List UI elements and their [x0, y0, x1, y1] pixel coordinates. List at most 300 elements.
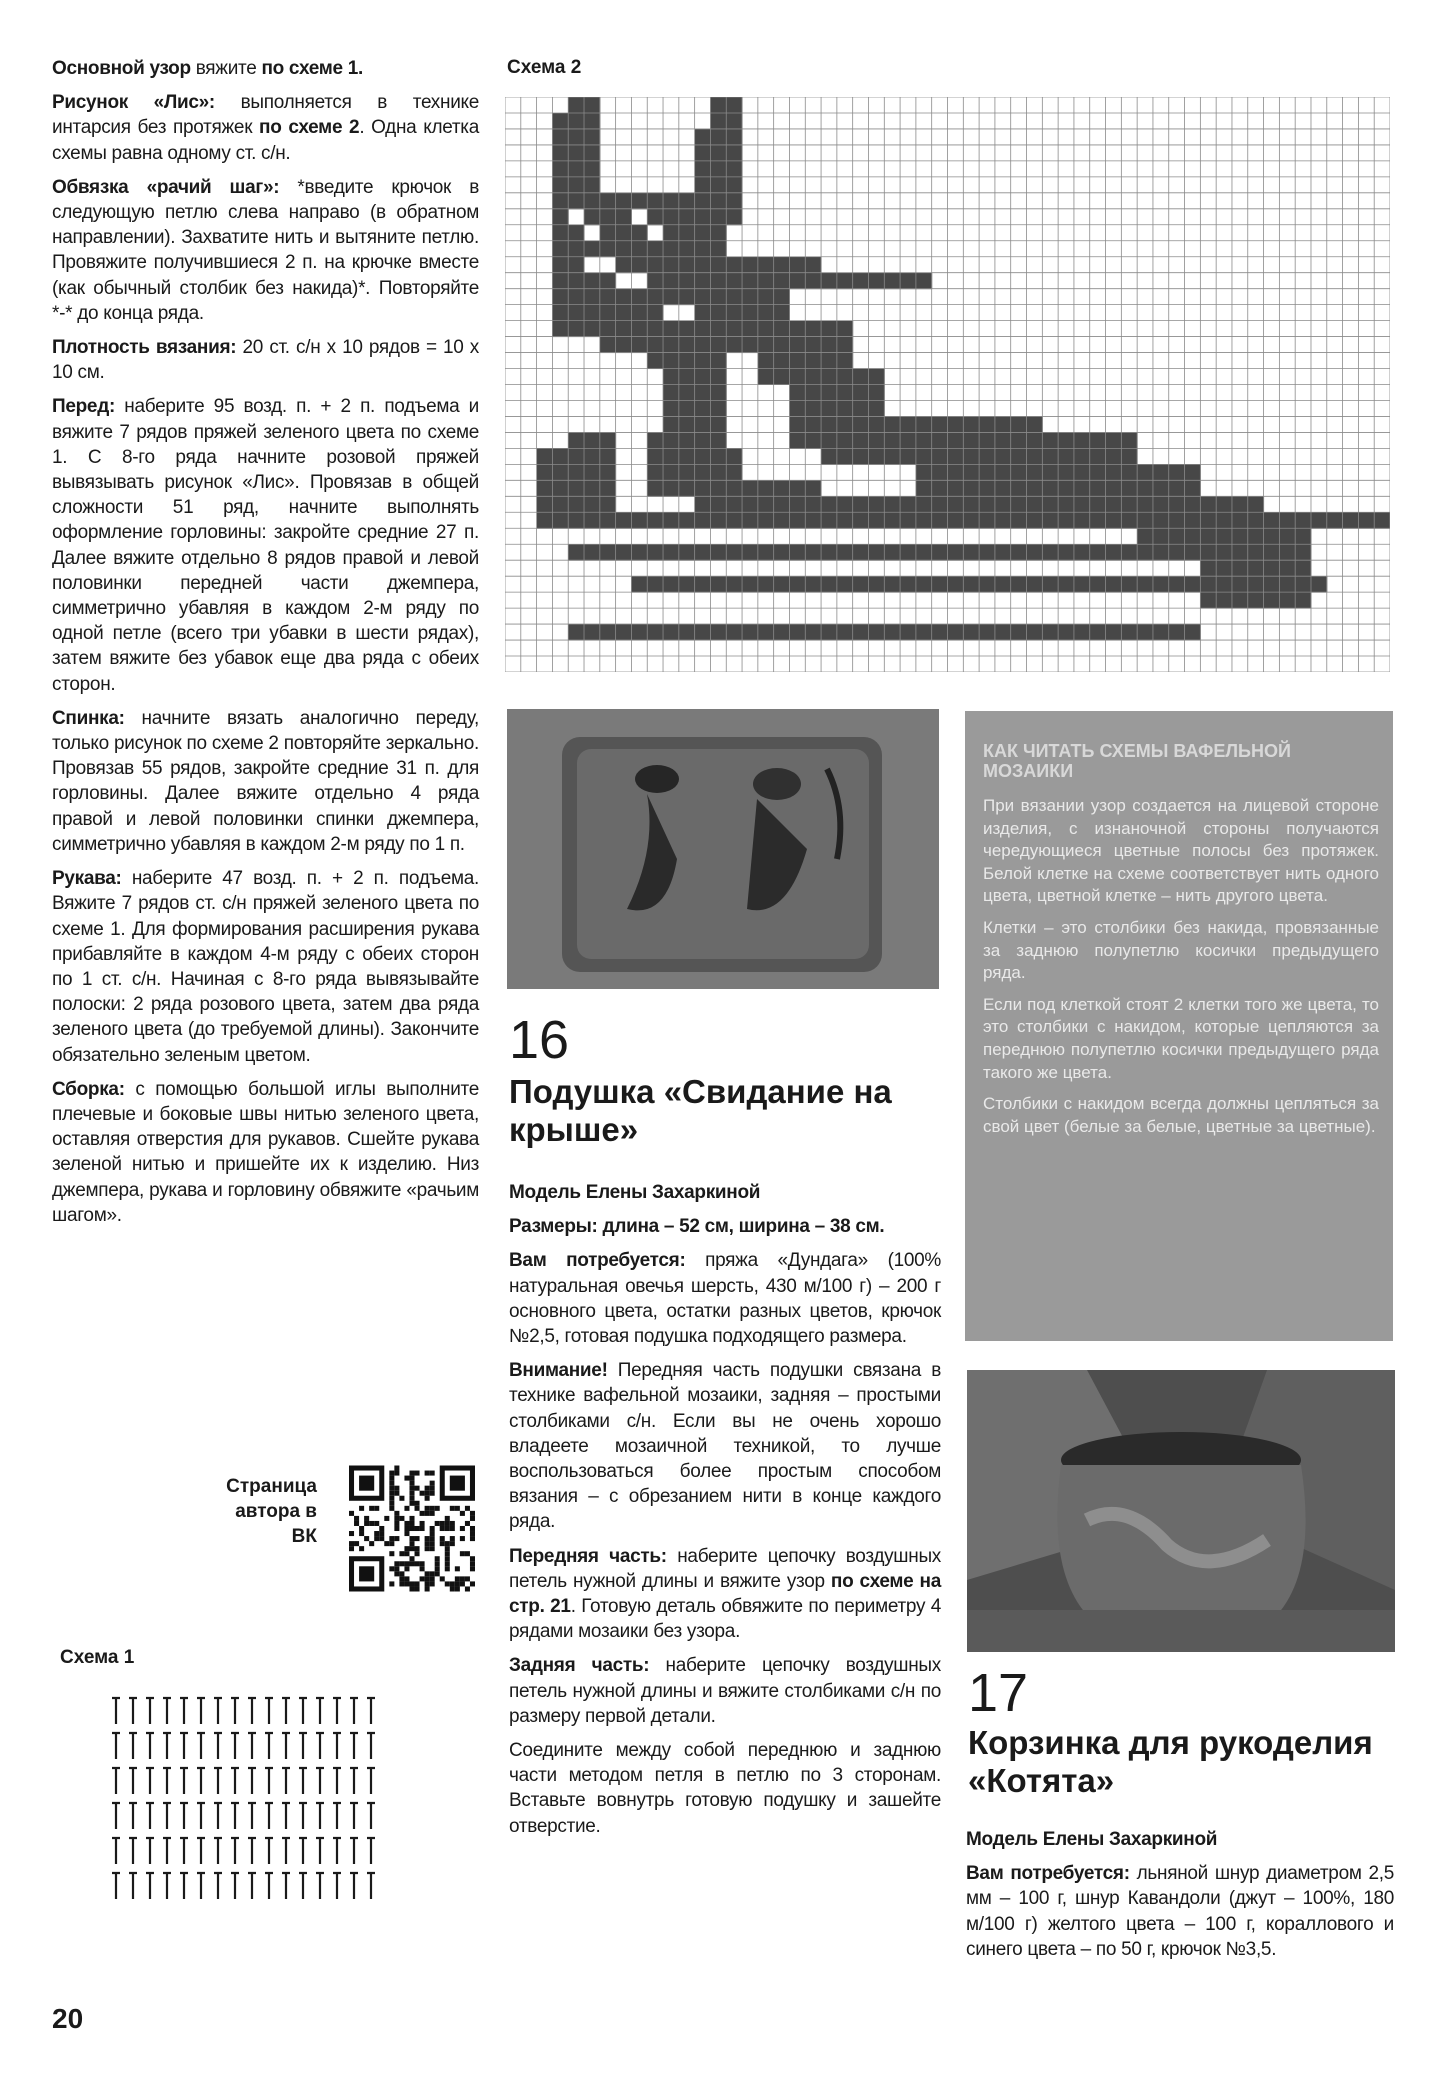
para-materials: Вам потребуется: пряжа «Дундага» (100% натуральная овечья шерсть, 430 м/100 г) – 200 г основного цвета, остатки разных цветов, крючок №2,5, готовая подушка подходящего размера.	[509, 1250, 941, 1348]
fox-cell	[932, 576, 948, 592]
fox-cell	[1058, 544, 1074, 560]
fox-cell	[663, 225, 679, 241]
fox-cell	[584, 161, 600, 177]
qr-module	[465, 1576, 470, 1581]
fox-cell	[1232, 528, 1248, 544]
qr-module	[450, 1536, 455, 1541]
fox-cell	[932, 416, 948, 432]
qr-module	[404, 1476, 409, 1481]
fox-cell	[916, 416, 932, 432]
fox-cell	[679, 512, 695, 528]
qr-module	[389, 1476, 394, 1481]
pillow-heading: Подушка «Свидание на крыше»	[509, 1073, 892, 1148]
stitch-symbol	[129, 1838, 137, 1864]
qr-module	[404, 1566, 409, 1571]
fox-cell	[616, 337, 632, 353]
fox-cell	[1011, 496, 1027, 512]
qr-module	[404, 1561, 409, 1566]
fox-cell	[552, 209, 568, 225]
stitch-symbol	[163, 1733, 171, 1759]
fox-cell	[1058, 432, 1074, 448]
fox-cell	[1248, 512, 1264, 528]
stitch-symbol	[214, 1698, 222, 1724]
schema2-title: Схема 2	[507, 57, 582, 78]
fox-cell	[1279, 544, 1295, 560]
fox-cell	[1137, 512, 1153, 528]
qr-module	[455, 1506, 460, 1511]
qr-module	[445, 1546, 450, 1551]
qr-module	[450, 1586, 455, 1591]
qr-module	[445, 1516, 450, 1521]
project-number-17: 17	[968, 1663, 1029, 1723]
fox-cell	[1169, 480, 1185, 496]
qr-module	[394, 1536, 399, 1541]
qr-module	[470, 1581, 475, 1586]
fox-cell	[679, 289, 695, 305]
fox-cell	[868, 576, 884, 592]
stitch-symbol	[112, 1873, 120, 1899]
fox-cell	[552, 161, 568, 177]
qr-module	[349, 1531, 354, 1536]
fox-cell	[1090, 496, 1106, 512]
para-basket-materials: Вам потребуется: льняной шнур диаметром 2,5 мм – 100 г, шнур Кавандоли (джут – 100%, 180 м/100 г) желтого цвета – 100 г, кораллового и синего цвета – по 50 г, крючок №3,5.	[966, 1863, 1395, 1960]
qr-module	[359, 1546, 364, 1551]
fox-cell	[758, 273, 774, 289]
fox-cell	[584, 512, 600, 528]
fox-cell	[1011, 544, 1027, 560]
fox-cell	[584, 113, 600, 129]
qr-module	[445, 1541, 450, 1546]
fox-cell	[900, 432, 916, 448]
fox-cell	[552, 321, 568, 337]
fox-cell	[710, 177, 726, 193]
fox-cell	[916, 464, 932, 480]
qr-module	[425, 1486, 430, 1491]
qr-module	[430, 1511, 435, 1516]
fox-cell	[1090, 576, 1106, 592]
fox-cell	[1121, 544, 1137, 560]
fox-cell	[663, 369, 679, 385]
fox-cell	[853, 432, 869, 448]
qr-module	[409, 1521, 414, 1526]
fox-cell	[726, 624, 742, 640]
fox-cell	[1232, 576, 1248, 592]
fox-cell	[568, 624, 584, 640]
fox-cell	[742, 576, 758, 592]
qr-module	[440, 1576, 445, 1581]
para-back: Спинка: начните вязать аналогично переду, только рисунок по схеме 2 повторяйте зеркально. Провязав 55 рядов, закройте средние 31 п. для горловины. Далее вяжите отдельно 4 ряда правой и левой половинки спинки джемпера, симметрично убавляя в каждом 2-м ряду по 1 п.	[52, 707, 479, 855]
fox-cell	[710, 193, 726, 209]
fox-cell	[726, 448, 742, 464]
fox-cell	[1295, 544, 1311, 560]
qr-module	[394, 1566, 399, 1571]
qr-module	[425, 1576, 430, 1581]
qr-module	[389, 1481, 394, 1486]
stitch-symbol	[299, 1873, 307, 1899]
fox-cell	[1153, 624, 1169, 640]
qr-module	[440, 1526, 445, 1531]
para-assembly: Сборка: с помощью большой иглы выполните плечевые и боковые швы нитью зеленого цвета, оставляя отверстия для рукавов. Сшейте рукава зеленой нитью и пришейте их к изделию. Низ джемпера, рукава и горловину обвяжите «рачьим шагом».	[52, 1078, 479, 1226]
qr-module	[430, 1546, 435, 1551]
fox-cell	[789, 416, 805, 432]
fox-cell	[758, 353, 774, 369]
stitch-symbol	[197, 1838, 205, 1864]
fox-cell	[948, 544, 964, 560]
fox-cell	[837, 321, 853, 337]
qr-module	[394, 1486, 399, 1491]
stitch-symbol	[316, 1698, 324, 1724]
fox-cell	[1295, 560, 1311, 576]
fox-cell	[1011, 576, 1027, 592]
fox-cell	[1027, 512, 1043, 528]
fox-cell	[695, 385, 711, 401]
fox-cell	[710, 145, 726, 161]
fox-cell	[1232, 592, 1248, 608]
fox-cell	[584, 289, 600, 305]
qr-module	[354, 1516, 359, 1521]
fox-cell	[821, 432, 837, 448]
fox-cell	[742, 496, 758, 512]
qr-module	[445, 1556, 450, 1561]
qr-module	[415, 1486, 420, 1491]
fox-cell	[948, 448, 964, 464]
fox-cell	[726, 480, 742, 496]
fox-cell	[837, 624, 853, 640]
fox-cell	[695, 480, 711, 496]
fox-cell	[552, 257, 568, 273]
fox-cell	[584, 321, 600, 337]
fox-cell	[979, 416, 995, 432]
qr-module	[384, 1541, 389, 1546]
fox-cell	[742, 512, 758, 528]
fox-cell	[774, 273, 790, 289]
fox-cell	[995, 448, 1011, 464]
fox-cell	[821, 576, 837, 592]
fox-cell	[995, 416, 1011, 432]
fox-cell	[710, 624, 726, 640]
fox-cell	[1011, 432, 1027, 448]
stitch-symbol	[333, 1768, 341, 1794]
qr-module	[409, 1561, 414, 1566]
fox-cell	[695, 432, 711, 448]
fox-cell	[1011, 448, 1027, 464]
stitch-symbol	[265, 1803, 273, 1829]
qr-module	[409, 1486, 414, 1491]
fox-cell	[679, 544, 695, 560]
fox-cell	[948, 464, 964, 480]
fox-cell	[584, 496, 600, 512]
fox-cell	[568, 512, 584, 528]
fox-cell	[616, 209, 632, 225]
fox-cell	[853, 496, 869, 512]
fox-cell	[963, 624, 979, 640]
qr-module	[450, 1506, 455, 1511]
fox-cell	[568, 193, 584, 209]
fox-cell	[789, 624, 805, 640]
fox-cell	[853, 400, 869, 416]
pillow-author: Модель Елены Захаркиной	[509, 1182, 761, 1203]
stitch-symbol	[180, 1768, 188, 1794]
fox-cell	[1200, 496, 1216, 512]
fox-cell	[805, 400, 821, 416]
fox-cell	[1169, 464, 1185, 480]
qr-module	[394, 1491, 399, 1496]
fox-cell	[837, 416, 853, 432]
fox-cell	[647, 289, 663, 305]
qr-module	[404, 1551, 409, 1556]
fox-cell	[568, 544, 584, 560]
fox-cell	[1121, 496, 1137, 512]
qr-module	[425, 1496, 430, 1501]
qr-module	[409, 1586, 414, 1591]
fox-cell	[584, 544, 600, 560]
fox-cell	[679, 400, 695, 416]
fox-cell	[1169, 624, 1185, 640]
qr-module	[430, 1581, 435, 1586]
qr-module	[409, 1501, 414, 1506]
fox-cell	[695, 225, 711, 241]
fox-cell	[821, 321, 837, 337]
fox-cell	[600, 512, 616, 528]
fox-cell	[1295, 592, 1311, 608]
fox-cell	[726, 161, 742, 177]
qr-module	[415, 1506, 420, 1511]
fox-cell	[663, 576, 679, 592]
qr-module	[445, 1551, 450, 1556]
qr-module	[415, 1581, 420, 1586]
fox-cell	[631, 624, 647, 640]
fox-cell	[774, 289, 790, 305]
fox-cell	[568, 305, 584, 321]
fox-cell	[853, 448, 869, 464]
fox-cell	[758, 576, 774, 592]
fox-cell	[568, 161, 584, 177]
waffle-mosaic-info-box	[965, 711, 1393, 1341]
fox-cell	[647, 464, 663, 480]
qr-module	[420, 1566, 425, 1571]
fox-cell	[900, 273, 916, 289]
fox-cell	[710, 385, 726, 401]
fox-cell	[1185, 512, 1201, 528]
qr-module	[470, 1516, 475, 1521]
fox-cell	[1279, 576, 1295, 592]
fox-cell	[1058, 512, 1074, 528]
fox-cell	[663, 432, 679, 448]
qr-module	[460, 1551, 465, 1556]
fox-cell	[742, 289, 758, 305]
qr-module	[399, 1551, 404, 1556]
fox-cell	[932, 448, 948, 464]
fox-cell	[1074, 480, 1090, 496]
fox-cell	[584, 193, 600, 209]
fox-cell	[821, 624, 837, 640]
fox-cell	[1011, 416, 1027, 432]
fox-cell	[1185, 480, 1201, 496]
qr-module	[374, 1521, 379, 1526]
fox-cell	[979, 480, 995, 496]
fox-cell	[1216, 592, 1232, 608]
fox-cell	[1374, 512, 1390, 528]
fox-cell	[695, 576, 711, 592]
qr-module	[394, 1571, 399, 1576]
fox-cell	[1121, 480, 1137, 496]
fox-cell	[616, 193, 632, 209]
fox-cell	[1153, 576, 1169, 592]
qr-module	[470, 1526, 475, 1531]
fox-cell	[647, 305, 663, 321]
qr-module	[394, 1511, 399, 1516]
fox-cell	[584, 273, 600, 289]
fox-cell	[932, 544, 948, 560]
fox-cell	[726, 113, 742, 129]
fox-cell	[616, 225, 632, 241]
qr-module	[404, 1581, 409, 1586]
fox-cell	[1090, 512, 1106, 528]
fox-cell	[600, 225, 616, 241]
qr-module	[364, 1516, 369, 1521]
fox-cell	[1074, 576, 1090, 592]
fox-cell	[1090, 432, 1106, 448]
fox-cell	[663, 209, 679, 225]
fox-cell	[758, 321, 774, 337]
stitch-symbol	[214, 1733, 222, 1759]
qr-module	[445, 1521, 450, 1526]
stitch-symbol	[146, 1768, 154, 1794]
fox-cell	[679, 209, 695, 225]
fox-cell	[1058, 448, 1074, 464]
fox-cell	[789, 432, 805, 448]
fox-cell	[710, 544, 726, 560]
fox-cell	[932, 480, 948, 496]
qr-module	[430, 1471, 435, 1476]
fox-cell	[552, 480, 568, 496]
fox-cell	[710, 576, 726, 592]
qr-module	[440, 1541, 445, 1546]
qr-module	[470, 1531, 475, 1536]
qr-module	[445, 1581, 450, 1586]
left-column	[52, 56, 479, 1237]
fox-cell	[1121, 576, 1137, 592]
fox-cell	[789, 576, 805, 592]
qr-module	[425, 1571, 430, 1576]
fox-cell	[710, 432, 726, 448]
qr-module	[450, 1581, 455, 1586]
fox-cell	[695, 353, 711, 369]
stitch-symbol	[112, 1768, 120, 1794]
fox-cell	[789, 544, 805, 560]
fox-cell	[837, 400, 853, 416]
fox-cell	[695, 464, 711, 480]
qr-module	[460, 1526, 465, 1531]
fox-cell	[1216, 528, 1232, 544]
fox-cell	[948, 480, 964, 496]
stitch-symbol	[350, 1873, 358, 1899]
fox-cell	[789, 496, 805, 512]
qr-module	[460, 1536, 465, 1541]
fox-cell	[568, 241, 584, 257]
fox-cell	[1137, 576, 1153, 592]
fox-cell	[1042, 448, 1058, 464]
fox-cell	[789, 385, 805, 401]
fox-cell	[868, 624, 884, 640]
qr-module	[409, 1481, 414, 1486]
fox-cell	[631, 576, 647, 592]
fox-cell	[1137, 496, 1153, 512]
fox-cell	[568, 145, 584, 161]
fox-cell	[568, 273, 584, 289]
stitch-symbol	[197, 1698, 205, 1724]
fox-cell	[695, 305, 711, 321]
qr-module	[465, 1551, 470, 1556]
fox-cell	[837, 512, 853, 528]
fox-cell	[663, 337, 679, 353]
qr-module	[369, 1506, 374, 1511]
fox-cell	[631, 544, 647, 560]
qr-code[interactable]	[349, 1465, 475, 1592]
qr-module	[369, 1541, 374, 1546]
fox-cell	[695, 209, 711, 225]
fox-cell	[647, 448, 663, 464]
fox-cell	[631, 305, 647, 321]
para-attention: Внимание! Передняя часть подушки связана в технике вафельной мозаики, задняя – простыми столбиками с/н. Если вы не очень хорошо владеете мозаичной техникой, то лучше воспользоваться более простым способом вязания – с обрезанием нити в конце каждого ряда.	[509, 1360, 941, 1533]
qr-module	[399, 1571, 404, 1576]
qr-module	[394, 1466, 399, 1471]
fox-cell	[1248, 592, 1264, 608]
fox-cell	[900, 544, 916, 560]
fox-cell	[1027, 464, 1043, 480]
stitch-symbol	[299, 1733, 307, 1759]
fox-cell	[679, 480, 695, 496]
fox-cell	[584, 145, 600, 161]
fox-cell	[710, 113, 726, 129]
fox-cell	[1042, 544, 1058, 560]
fox-cell	[1279, 528, 1295, 544]
fox-cell	[837, 496, 853, 512]
fox-cell	[1169, 544, 1185, 560]
fox-cell	[1216, 560, 1232, 576]
fox-cell	[710, 225, 726, 241]
fox-cell	[631, 512, 647, 528]
qr-finder	[359, 1566, 374, 1581]
fox-cell	[1074, 464, 1090, 480]
fox-cell	[995, 464, 1011, 480]
stitch-symbol	[282, 1873, 290, 1899]
qr-module	[455, 1576, 460, 1581]
fox-cell	[695, 241, 711, 257]
fox-cell	[1058, 576, 1074, 592]
stitch-symbol	[112, 1733, 120, 1759]
qr-module	[359, 1506, 364, 1511]
fox-cell	[710, 321, 726, 337]
fox-cell	[537, 512, 553, 528]
fox-cell	[726, 512, 742, 528]
fox-cell	[916, 432, 932, 448]
fox-cell	[568, 448, 584, 464]
fox-cell	[1074, 448, 1090, 464]
para-crab-stitch: Обвязка «рачий шаг»: *введите крючок в следующую петлю слева направо (в обратном направлении). Захватите нить и вытяните петлю. Провяжите получившиеся 2 п. на крючке вместе (как обычный столбик без накида)*. Повторяйте *-* до конца ряда.	[52, 176, 479, 324]
fox-cell	[679, 385, 695, 401]
fox-cell	[600, 193, 616, 209]
fox-cell	[979, 432, 995, 448]
fox-cell	[1027, 624, 1043, 640]
fox-cell	[884, 448, 900, 464]
stitch-symbol	[265, 1768, 273, 1794]
fox-cell	[695, 177, 711, 193]
fox-cell	[552, 496, 568, 512]
qr-module	[374, 1506, 379, 1511]
fox-cell	[584, 241, 600, 257]
fox-cell	[1248, 528, 1264, 544]
